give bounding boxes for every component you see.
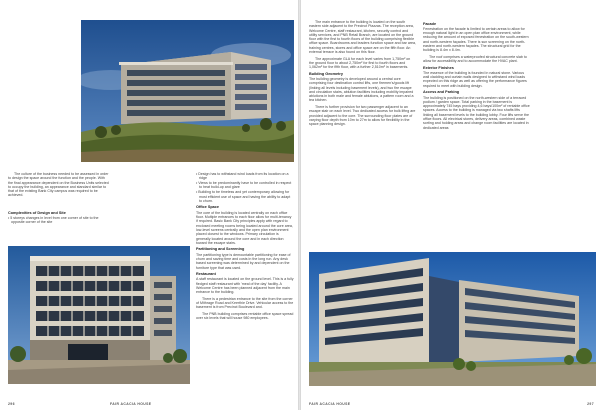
right-page — [301, 0, 600, 410]
restaurant-heading: Restaurant — [196, 271, 216, 276]
intro-column — [8, 172, 110, 200]
entrance-paragraph: The main entrance to the building is located on the south eastern side adjacent to the Precinct Piazzas. The reception area, Welcome Centre, staff restaurant, kitchen, security control and utility services, and PNB Retail Branch, are located on the ground floor with the first to fourth floors of the building comprising flexible office space. Boardrooms and leaders function space and bar area, training centres, stores and office space are on the fifth floor. An external terrace is also found on this floor. — [309, 20, 416, 55]
left-page — [0, 0, 298, 410]
complexities-bullet-2: • Design has to withstand wind loads from its location on a ridge — [196, 172, 294, 181]
building-perspective-illustration — [309, 252, 596, 386]
complexities-column — [8, 209, 110, 227]
gla-paragraph: The approximate GLA for each level varies from 1,750m² on the ground floor to about 2,750m² for first to fourth floors and 1,062m² for the fifth floor, with a further 2,510m² in basements. — [309, 56, 411, 70]
office-space-heading: Office Space — [196, 205, 220, 210]
geometry-paragraph-2: There is further provision for two passenger adjacent to an escape stair on each level. Two dedicated access for bulk liftng are provided adjacent to the core. The surrounding floor plates are of varying floor depth from 10m to 27m to allow for flexibility in the space planning design. — [309, 104, 416, 127]
complexities-bullet-1: • 5 storeys changes in level from one corner of site to the opposite corner of the site — [8, 216, 110, 225]
facade-paragraph-1: Fenestration on the facade is limited to certain areas to allow for enough natural light in an open plan office environment, while reducing the amount of exposed fenestration on the south-western and north-western façades. There is sun screening on the north-eastern and north-western façades. The structural grid for the building is 8.4m x 8.4m. — [423, 26, 529, 53]
complexities-bullet-4: • Building to be timeless and yet contemporary allowing for most efficient use of space and having the ability to adapt to churn. — [196, 190, 294, 203]
facade-paragraph-2: The roof comprises a waterproofed structural concrete slab to allow for accessibility and to accommodate the HVAC plant. — [423, 54, 527, 64]
partitioning-text: The partitioning type is demountable partitioning for ease of churn and saving time and costs in the long run. Any desk based screening was determined by and dependent on the furniture type that was used. — [196, 252, 291, 270]
left-footer-title: FAIR ACACIA HOUSE — [110, 402, 152, 406]
access-parking-heading: Access and Parking — [423, 90, 460, 95]
exterior-finishes-paragraph: The essence of the building is founded in natural stone. Various wall cladding and curtain walls designed to withstand wind loads expected on this ridge as well as offering the performance figures required to meet with building design. — [423, 70, 527, 88]
office-space-text: The core of the building is located centrally on each office floor. Multiple entrances to each floor allow for multi-tenancy if required. Basic Bank City principles apply with regard to enclosed meeting rooms being located around the core area, low-level screens centrally and the open plan environment placed closest to the windows. Primary circulation is generally located around the core and in each direction toward the escape stairs. — [196, 210, 293, 245]
facade-illustration — [8, 246, 190, 384]
facade-heading: Facade — [423, 21, 437, 26]
right-page-number: 297 — [587, 402, 594, 406]
access-parking-paragraph: The building is positioned on the north-western side of a terraced podium / garden space. Total parking in the basement is approximately 745 bays providing 4,6 bays/100m² of rentable office spaces. Access to the building is managed via two shafts lifts linking all basement levels to the building lobby. Four lifts serve the office floors. All electrical stores, delivery areas, combined waste sorting and holding areas and change room facilities are located in dedicated areas — [423, 95, 530, 130]
restaurant-text-2: There is a pedestrian entrance to the site from the corner of Mithrage Road and Keerthie Drive. Vehicular access to the basement is from Precinct Boulevard and. — [196, 296, 294, 310]
geometry-paragraph-1: The building geometry is developed around a central core comprising four destination control lifts, one firemen's/goods lift (linking all levels including basement levels), and two fire escape and circulation stairs, ablution facilities including mobility impaired ablutions in both male and female ablutions, a pattern room and a tea kitchen. — [309, 76, 414, 103]
complexities-bullet-3: • Views to be predominantly have to be controlled in respect to heat build-up and glare — [196, 181, 294, 190]
left-page-number: 296 — [8, 402, 15, 406]
building-photo-bottom-left — [8, 246, 190, 384]
complexities-heading: Complexities of Design and Site — [8, 210, 66, 215]
middle-column — [196, 172, 294, 386]
restaurant-text-1: A staff restaurant is located on the ground level. This is a fully fledged staff restaurant with 'meal of the day' facility. A Welcome Centre has been planned adjacent from the main entrance to the building. — [196, 277, 294, 295]
restaurant-text-3: The PNB building comprises rentable office space spread over six levels that will house 980 employees. — [196, 311, 294, 321]
right-column-1 — [309, 20, 416, 246]
building-photo-bottom-right — [309, 252, 596, 386]
building-photo-top — [81, 20, 294, 162]
partitioning-heading: Partitioning and Screening — [196, 247, 245, 252]
building-geometry-heading: Building Geometry — [309, 71, 343, 76]
exterior-finishes-heading: Exterior Finishes — [423, 65, 454, 70]
intro-paragraph: The culture of the business needed to be assessed in order to design the space around the function and the people. With the final appearance dependent on the Business Units selected to occupy the building, an appearance and standard similar to that of the existing Bank City campus was required to be achieved. — [8, 172, 109, 198]
right-column-2 — [423, 20, 531, 246]
building-hilltop-illustration — [81, 20, 294, 162]
right-footer-title: FAIR ACACIA HOUSE — [309, 402, 351, 406]
